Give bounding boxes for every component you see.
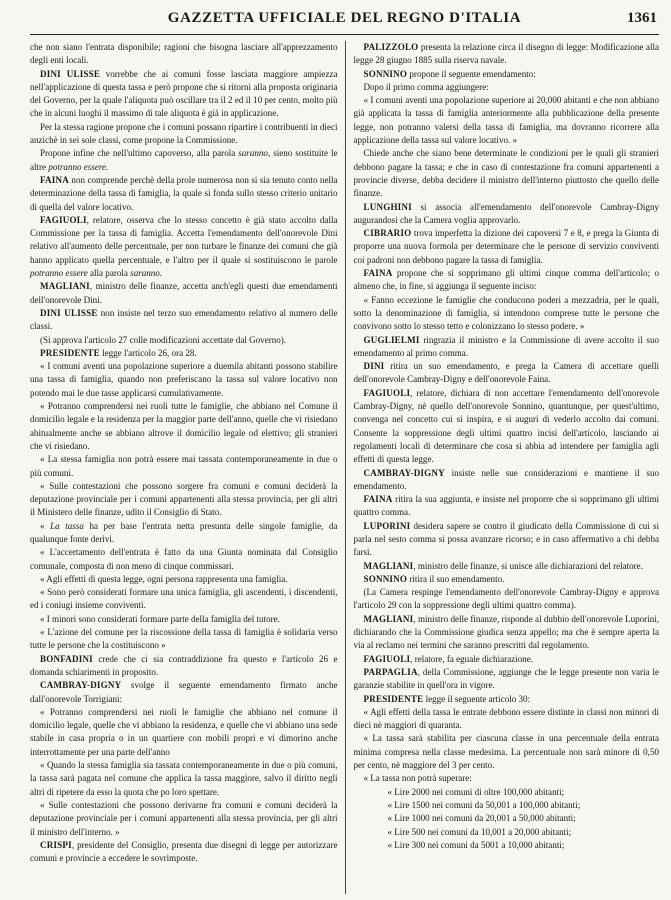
text-segment: « Sulle contestazioni che possono derivarne fra comuni e comuni deciderà la deputazione provinciale per i comuni appartenenti alla stessa provincia, per gli altri il ministro dell'interno. » (30, 799, 338, 837)
paragraph (30, 347, 338, 360)
paragraph (30, 280, 338, 307)
speaker-name: SONNINO (363, 68, 408, 79)
paragraph (30, 480, 338, 520)
text-segment: « I comuni aventi una popolazione superiore a duemila abitanti possono stabilire una tassa di famiglia, quando non preferiscano la tassa sul valore locativo non potendo mai le due tasse applicarsi cumulativamente. (30, 361, 338, 398)
paragraph (30, 706, 338, 759)
text-segment: « Fanno eccezione le famiglie che conducono poderi a mezzadria, per le quali, sotto la denominazione di famiglia, si intendono comprese tutte le persone che convivono sotto lo stesso tetto e colonizzano lo stesso podere. » (353, 294, 659, 332)
text-segment: Per la stessa ragione propone che i comuni possano ripartire i contribuenti in dieci anzichè in sei sole classi, come propone la Commissione. (30, 121, 338, 146)
speaker-name: MAGLIANI (40, 281, 90, 292)
paragraph (354, 294, 660, 334)
text-segment: , della Commissione, aggiunge che le legge presente non varia le garanzie stabilite in quell'ora in vigore. (353, 666, 659, 691)
text-segment: non insiste nel terzo suo emendamento relativo al numero delle classi. (30, 307, 338, 332)
speaker-name: CIBRARIO (363, 228, 412, 239)
text-segment: ritira un suo emendamento, e prega la Camera di accettare quelli dell'onorevole Cambray-Digny e dell'onorevole Faina. (353, 361, 659, 385)
text-segment: « Lire 1000 nei comuni da 20,001 a 50,000 abitanti; (387, 813, 576, 824)
paragraph (354, 41, 660, 68)
italic-text: La tassa (50, 520, 84, 531)
text-segment: trova imperfetta la dizione dei capoversi 7 e 8, e prega la Giunta di proporre una nuova formola per determinare che le persone di servizio conviventi coi padroni non debbono pagare la tassa di famiglia. (353, 228, 659, 265)
text-segment: « Lire 2000 nei comuni di oltre 100,000 abitanti; (387, 786, 565, 797)
speaker-name: LUNGHINI (363, 201, 412, 212)
paragraph (30, 121, 338, 148)
italic-text: saranno. (130, 268, 163, 279)
text-segment: « La tassa non potrà superare: (363, 773, 472, 784)
text-segment: , ministro delle finanze, si unisce alle dichiarazioni del relatore. (413, 560, 643, 571)
paragraph (30, 520, 338, 547)
paragraph (354, 227, 660, 267)
text-segment: « Sono però considerati formare una unica famiglia, gli ascendenti, i discendenti, ed i coniugi insieme conviventi. (30, 587, 338, 611)
paragraph (30, 334, 338, 347)
speaker-name: FAGIUOLI (40, 214, 87, 225)
speaker-name: CAMBRAY-DIGNY (363, 467, 445, 478)
text-segment: « (40, 520, 51, 531)
paragraph (354, 693, 660, 706)
speaker-name: PRESIDENTE (363, 693, 424, 704)
paragraph (354, 666, 660, 693)
text-segment: ritira la sua aggiunta, e insiste nel proporre che si sopprimano gli ultimi quattro comma. (353, 494, 659, 518)
paragraph (354, 94, 660, 147)
speaker-name: CRISPI (40, 839, 72, 850)
text-segment: crede che ci sia contraddizione fra questo e l'articolo 26 e domanda schiarimenti in proposito. (30, 653, 338, 677)
paragraph (30, 147, 338, 174)
paragraph (30, 573, 338, 586)
text-segment: alla parola (87, 268, 131, 279)
text-segment: presenta la relazione circa il disegno di legge: Modificazione alla legge 28 giugno 1885 sulla riserva navale. (353, 42, 659, 66)
paragraph (354, 493, 660, 520)
paragraph (354, 387, 660, 467)
paragraph (354, 786, 660, 799)
text-segment: , relatore, dichiara di non accettare l'emendamento dell'onorevole Cambray-Digny, nè quello dell'onorevole Sonnino, quantunque, per quest'ultimo, convenga nel concetto cui si inspira, e si auguri di vederlo accolto dai comuni. Consente la soppressione degli ultimi quattro incisi dell'articolo, lasciando ai regolamenti locali di determinare che cosa si abbia ad intendere per famiglia agli effetti di questa legge. (353, 387, 659, 465)
text-segment: Propone infine che nell'ultimo capoverso, alla parola (40, 148, 239, 159)
text-segment: « Agli effetti di questa legge, ogni persona rappresenta una famiglia. (40, 573, 288, 584)
text-segment: « La tassa sarà stabilita per ciascuna classe in una percentuale della entrata minima compresa nella classe medesima. La percentuale non sarà minore di 0,50 per cento, nè maggiore del 3 per cento. (353, 733, 659, 771)
text-segment: « Lire 1500 nei comuni da 50,001 a 100,000 abitanti; (387, 799, 581, 810)
paragraph (354, 334, 660, 361)
paragraph (354, 147, 660, 200)
italic-text: potranno essere (30, 268, 88, 279)
paragraph (354, 560, 660, 573)
text-segment: legge il seguente articolo 30: (423, 693, 531, 704)
text-segment: ritira il suo emendamento. (407, 573, 505, 584)
text-segment: (Si approva l'articolo 27 colle modificazioni accettate dal Governo). (40, 334, 287, 345)
speaker-name: MAGLIANI (363, 560, 414, 571)
text-segment: « L'accertamento dell'entrata è fatto da una Giunta nominata dal Consiglio comunale, composta di non meno di cinque commissari. (30, 547, 338, 571)
paragraph (354, 839, 660, 852)
right-column (346, 41, 662, 894)
text-segment: insiste nelle sue considerazioni e mantiene il suo emendamento. (353, 467, 659, 491)
paragraph (30, 839, 338, 866)
text-segment: « La stessa famiglia non potrà essere mai tassata contemporaneamente in due o più comuni. (30, 454, 338, 478)
paragraph (30, 174, 338, 214)
page-number: 1361 (627, 10, 657, 26)
text-segment: legge l'articolo 26, ora 28. (99, 347, 197, 358)
speaker-name: FAGIUOLI (363, 653, 411, 664)
paragraph (354, 201, 660, 228)
speaker-name: DINI (363, 361, 385, 372)
paragraph (354, 732, 660, 772)
paragraph (30, 214, 338, 280)
speaker-name: PARPAGLIA (363, 666, 418, 677)
text-segment: « Potranno comprendersi nei ruoli tutte le famiglie, che abbiano nel Comune il domicilio legale e la residenza per la maggior parte dell'anno, quelle che vi risiedano abitualmente anche se abbiano altrove il domicilio legale od elettivo; gli stranieri che vi risiedano. (30, 401, 338, 451)
paragraph (354, 81, 660, 94)
paragraph (30, 546, 338, 573)
paragraph (354, 613, 660, 653)
paragraph (30, 759, 338, 799)
text-columns (30, 41, 661, 894)
italic-text: saranno (238, 148, 268, 159)
paragraph (354, 772, 660, 785)
text-segment: « L'azione del comune per la riscossione della tassa di famiglia è solidaria verso tutte le persone che la costituiscono » (30, 627, 338, 651)
paragraph (354, 706, 660, 733)
text-segment: vorrebbe che ai comuni fosse lasciata maggiore ampiezza nell'applicazione di questa tassa e però propone che si ritorni alla proposta originaria del Governo, per la quale l'aliquota può oscillare tra il 2 ed il 10 per cento, molto più che in alcuni luoghi il massimo di tale aliquota è già in applicazione. (30, 68, 338, 119)
speaker-name: LUPORINI (363, 520, 411, 531)
speaker-name: FAGIUOLI (363, 387, 411, 398)
paragraph (30, 41, 338, 68)
speaker-name: FAINA (40, 174, 69, 185)
paragraph (30, 307, 338, 334)
text-segment: che non siano l'entrata disponibile; ragioni che bisogna lasciare all'apprezzamento degli enti locali. (30, 42, 338, 66)
speaker-name: MAGLIANI (363, 613, 414, 624)
text-segment: svolge il seguente emendamento firmato anche dall'onorevole Torrigiani: (30, 680, 338, 704)
text-segment: ringrazia il ministro e la Commissione di avere accolto il suo emendamento al primo comma. (353, 334, 659, 358)
speaker-name: DINI ULISSE (40, 307, 98, 318)
gazette-title: GAZZETTA UFFICIALE DEL REGNO D'ITALIA (167, 10, 522, 26)
paragraph (30, 68, 338, 121)
speaker-name: BONFADINI (40, 653, 93, 664)
text-segment: « I minori sono considerati formare parte della famiglia del tutore. (40, 613, 280, 624)
text-segment: « I comuni aventi una popolazione superiore ai 20,000 abitanti e che non abbiano già applicata la tassa di famiglia anteriormente alla pubblicazione della presente legge, non potranno valersi della tassa di famiglia, ma dovranno ricorrere alla applicazione della tassa sul valore locativo. » (353, 95, 659, 146)
paragraph (30, 679, 338, 706)
speaker-name: SONNINO (363, 573, 408, 584)
paragraph (30, 799, 338, 839)
text-segment: , relatore, fa eguale dichiarazione. (410, 653, 533, 664)
text-segment: si associa all'emendamento dell'onorevole Cambray-Digny augurandosi che la Camera voglia approvarlo. (353, 201, 659, 225)
paragraph (354, 826, 660, 839)
speaker-name: GUGLIELMI (363, 334, 420, 345)
italic-text: potranno essere. (48, 161, 109, 172)
paragraph (30, 400, 338, 453)
paragraph (354, 573, 660, 586)
text-segment: , ministro delle finanze, risponde al dubbio dell'onorevole Luporini, dichiarando che la Commissione giudica senza appello; ma che è sempre aperta la via al reclamo nei termini che saranno prescritti dal regolamento. (353, 613, 659, 651)
text-segment: Dopo il primo comma aggiungere: (363, 81, 489, 92)
text-segment: Chiede anche che siano bene determinate le condizioni per le quali gli stranieri debbono pagare la tassa; e che in caso di contestazione fra comuni appartenenti a provincie diverse, debba decidere il ministro dell'interno piuttosto che quello delle finanze. (353, 148, 659, 199)
paragraph (354, 467, 660, 494)
text-segment: « Potranno comprendersi nei ruoli le famiglie che abbiano nel comune il domicilio legale, quelle che vi abbiano la residenza, e quelle che vi abbiano una sede stabile in casa propria o in un quartiere con mobili propri e vi dimorino anche interrottamente per una parte dell'anno (30, 706, 338, 757)
paragraph (30, 360, 338, 400)
text-segment: , presidente del Consiglio, presenta due disegni di legge per autorizzare comuni e provincie a eccedere le sovrimposte. (30, 839, 338, 864)
text-segment: « Agli effetti della tassa le entrate debbono essere distinte in classi non minori di dieci nè maggiori di quaranta. (353, 706, 659, 731)
speaker-name: FAINA (363, 268, 393, 279)
text-segment: desidera sapere se contro il giudicato della Commissione di cui si parla nel sesto comma si possa avanzare ricorso; e in caso affermativo a chi debba farsi. (353, 520, 659, 558)
text-segment: « Lire 500 nei comuni da 10,001 a 20,000 abitanti; (387, 826, 572, 837)
paragraph (30, 613, 338, 626)
paragraph (354, 812, 660, 825)
text-segment: « Quando la stessa famiglia sia tassata contemporaneamente in due o più comuni, la tassa sarà pagata nel comune che applica la tassa maggiore, salvo il diritto negli altri di ripetere da esso la quota che po loro spettare. (30, 760, 338, 797)
paragraph (30, 626, 338, 653)
text-segment: « Lire 300 nei comuni da 5001 a 10,000 abitanti; (387, 839, 565, 850)
paragraph (30, 653, 338, 680)
page-header (30, 8, 659, 35)
paragraph (354, 799, 660, 812)
left-column (30, 41, 346, 894)
paragraph (354, 586, 660, 613)
text-segment: propone il seguente emendamento: (407, 68, 536, 79)
text-segment: non comprende perchè della prole numerosa non si sia tenuto conto nella determinazione della tassa di famiglia, la quale si fonda sullo stesso criterio unitario di quella del valore locativo. (30, 174, 338, 212)
paragraph (30, 453, 338, 480)
paragraph (354, 520, 660, 560)
speaker-name: DINI ULISSE (40, 68, 101, 79)
text-segment: , sieno sostituite le altre (30, 148, 338, 172)
paragraph (354, 360, 660, 387)
text-segment: , ministro delle finanze, accetta anch'egli questi due emendamenti dell'onorevole Dini. (30, 281, 338, 305)
text-segment: ha per base l'entrata netta presunta delle singole famiglie, da qualunque fonte derivi. (30, 520, 338, 544)
text-segment: propone che si sopprimano gli ultimi cinque comma dell'articolo; o almeno che, in fine, si aggiunga il seguente inciso: (353, 268, 659, 292)
text-segment: (La Camera respinge l'emendamento dell'onorevole Cambray-Digny e approva l'articolo 29 con la soppressione degli ultimi quattro comma). (353, 587, 659, 611)
speaker-name: PRESIDENTE (40, 347, 100, 358)
paragraph (354, 653, 660, 666)
speaker-name: FAINA (363, 494, 393, 505)
paragraph (30, 586, 338, 613)
speaker-name: CAMBRAY-DIGNY (40, 680, 122, 691)
paragraph (354, 267, 660, 294)
text-segment: , relatore, osserva che lo stesso concetto è già stato accolto dalla Commissione per la tassa di famiglia. Accetta l'emendamento dell'onorevole Dini relativo all'aumento delle percentuale, per non turbare le finanze dei comuni che già hanno applicato quella percentuale, e l'altro per il quale si sostituiscono le parole (30, 214, 338, 265)
text-segment: « Sulle contestazioni che possono sorgere fra comuni e comuni deciderà la deputazione provinciale per i comuni appartenenti alla stessa provincia, per gli altri il Ministero delle finanze, udito il Consiglio di Stato. (30, 480, 338, 518)
paragraph (354, 68, 660, 81)
speaker-name: PALIZZOLO (363, 42, 419, 52)
